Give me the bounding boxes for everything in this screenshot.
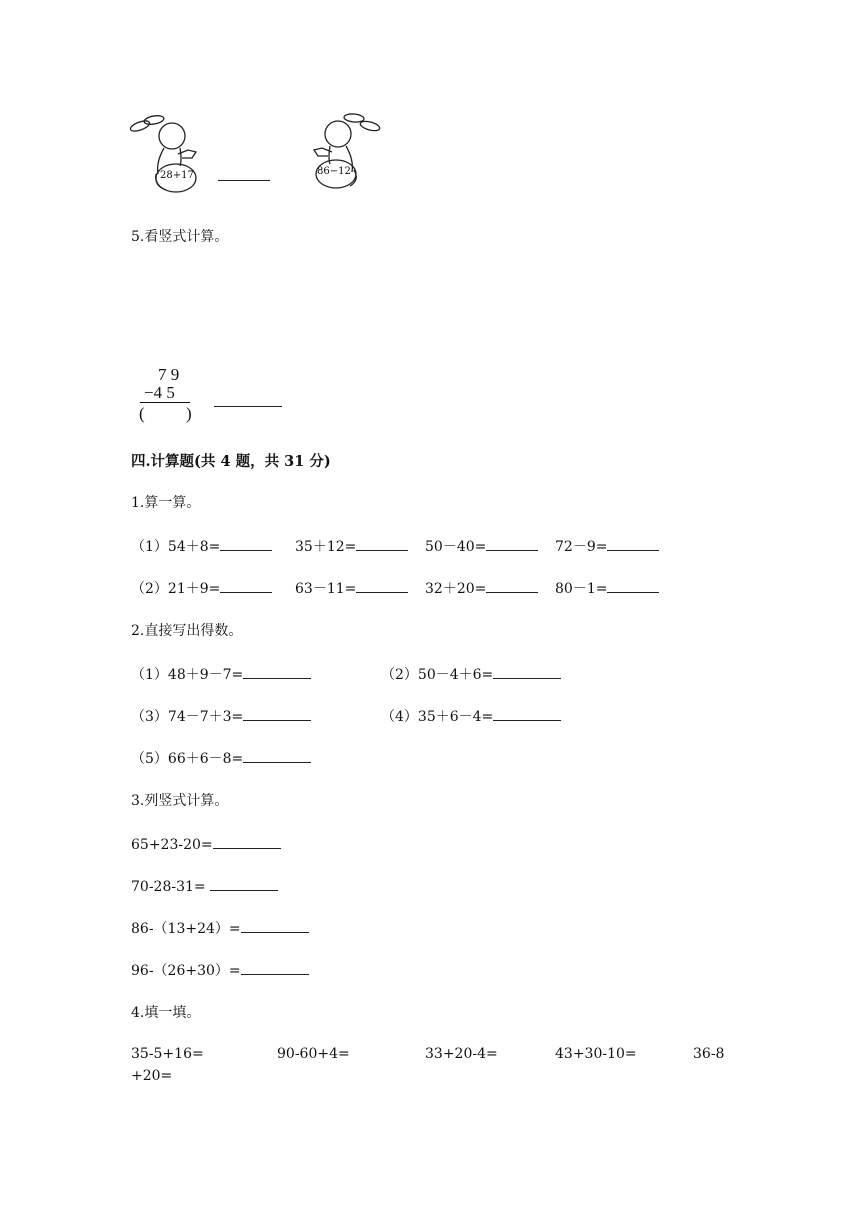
answer-blank[interactable] (241, 960, 309, 975)
q3-item3 (131, 918, 309, 938)
q2-expression: （4）35＋6－4= (381, 709, 494, 725)
q2-item3 (131, 706, 311, 726)
q3-expression: 96-（26+30）= (131, 963, 241, 979)
q1-expression: 35＋12= (295, 539, 357, 555)
q3-title: 3.列竖式计算。 (131, 793, 229, 809)
vertical-paren-close: ) (186, 404, 192, 423)
q2-expression: （3）74－7＋3= (131, 709, 244, 725)
answer-blank[interactable] (356, 578, 408, 593)
q1-row2-item3 (425, 578, 538, 598)
answer-blank[interactable] (486, 578, 538, 593)
vertical-bottom-number: −4 5 (144, 383, 175, 402)
q1-row1-item1 (131, 536, 272, 556)
q1-expression: 63－11= (295, 581, 357, 597)
rabbit-left-expression: 28+17 (160, 170, 194, 181)
answer-blank[interactable] (220, 536, 272, 551)
q4-item4: 43+30-10= (555, 1046, 637, 1062)
q4-item5-wrap: +20= (131, 1068, 173, 1084)
answer-blank[interactable] (493, 664, 561, 679)
q2-item2 (381, 664, 561, 684)
q2-expression: （5）66＋6－8= (131, 751, 244, 767)
q4-item1: 35-5+16= (131, 1046, 204, 1062)
q3-item1 (131, 834, 281, 853)
answer-blank[interactable] (486, 536, 538, 551)
q1-row1-item3 (425, 536, 538, 556)
answer-blank[interactable] (607, 578, 659, 593)
q4-title: 4.填一填。 (131, 1005, 201, 1021)
q3-expression: 86-（13+24）= (131, 921, 241, 937)
q3-item4 (131, 960, 309, 980)
q3-expression: 70-28-31= (131, 879, 211, 895)
answer-blank[interactable] (356, 536, 408, 551)
q2-title: 2.直接写出得数。 (131, 623, 243, 639)
q2-expression: （2）50－4＋6= (381, 667, 494, 683)
answer-blank[interactable] (210, 876, 278, 891)
answer-blank[interactable] (243, 748, 311, 763)
rabbit-left-answer-blank[interactable] (218, 166, 270, 181)
q1-expression: 72－9= (555, 539, 608, 555)
q1-row2-item4 (555, 578, 659, 598)
answer-blank[interactable] (243, 706, 311, 721)
q2-item5 (131, 748, 311, 768)
section-heading: 四.计算题(共 4 题，共 31 分) (131, 453, 331, 470)
answer-blank[interactable] (607, 536, 659, 551)
q2-expression: （1）48＋9－7= (131, 667, 244, 683)
q1-row1-item4 (555, 536, 659, 556)
q1-title: 1.算一算。 (131, 495, 201, 511)
q1-row2-item2 (295, 578, 408, 598)
q1-expression: （2）21＋9= (131, 581, 221, 597)
q1-expression: （1）54＋8= (131, 539, 221, 555)
vertical-paren-open: ( (139, 404, 145, 423)
answer-blank[interactable] (213, 834, 281, 849)
q1-row1-item2 (295, 536, 408, 556)
rabbit-right-image (306, 108, 386, 192)
q4-item3: 33+20-4= (425, 1046, 498, 1062)
vertical-top-number: 7 9 (158, 365, 180, 384)
q4-item2: 90-60+4= (277, 1046, 350, 1062)
q3-item2 (131, 876, 278, 895)
q4-item5: 36-8 (693, 1046, 725, 1062)
answer-blank[interactable] (241, 918, 309, 933)
q2-item1 (131, 664, 311, 684)
q5-title: 5.看竖式计算。 (131, 229, 229, 245)
q1-row2-item1 (131, 578, 272, 598)
q2-item4 (381, 706, 561, 726)
vertical-rule (140, 402, 190, 403)
q1-expression: 50－40= (425, 539, 487, 555)
rabbit-right-expression: 86−12 (317, 166, 351, 177)
answer-blank[interactable] (493, 706, 561, 721)
q3-expression: 65+23-20= (131, 837, 213, 853)
q1-expression: 32＋20= (425, 581, 487, 597)
answer-blank[interactable] (220, 578, 272, 593)
rabbit-left-image (126, 110, 206, 194)
answer-blank[interactable] (243, 664, 311, 679)
vertical-answer-blank[interactable] (214, 392, 282, 407)
q1-expression: 80－1= (555, 581, 608, 597)
